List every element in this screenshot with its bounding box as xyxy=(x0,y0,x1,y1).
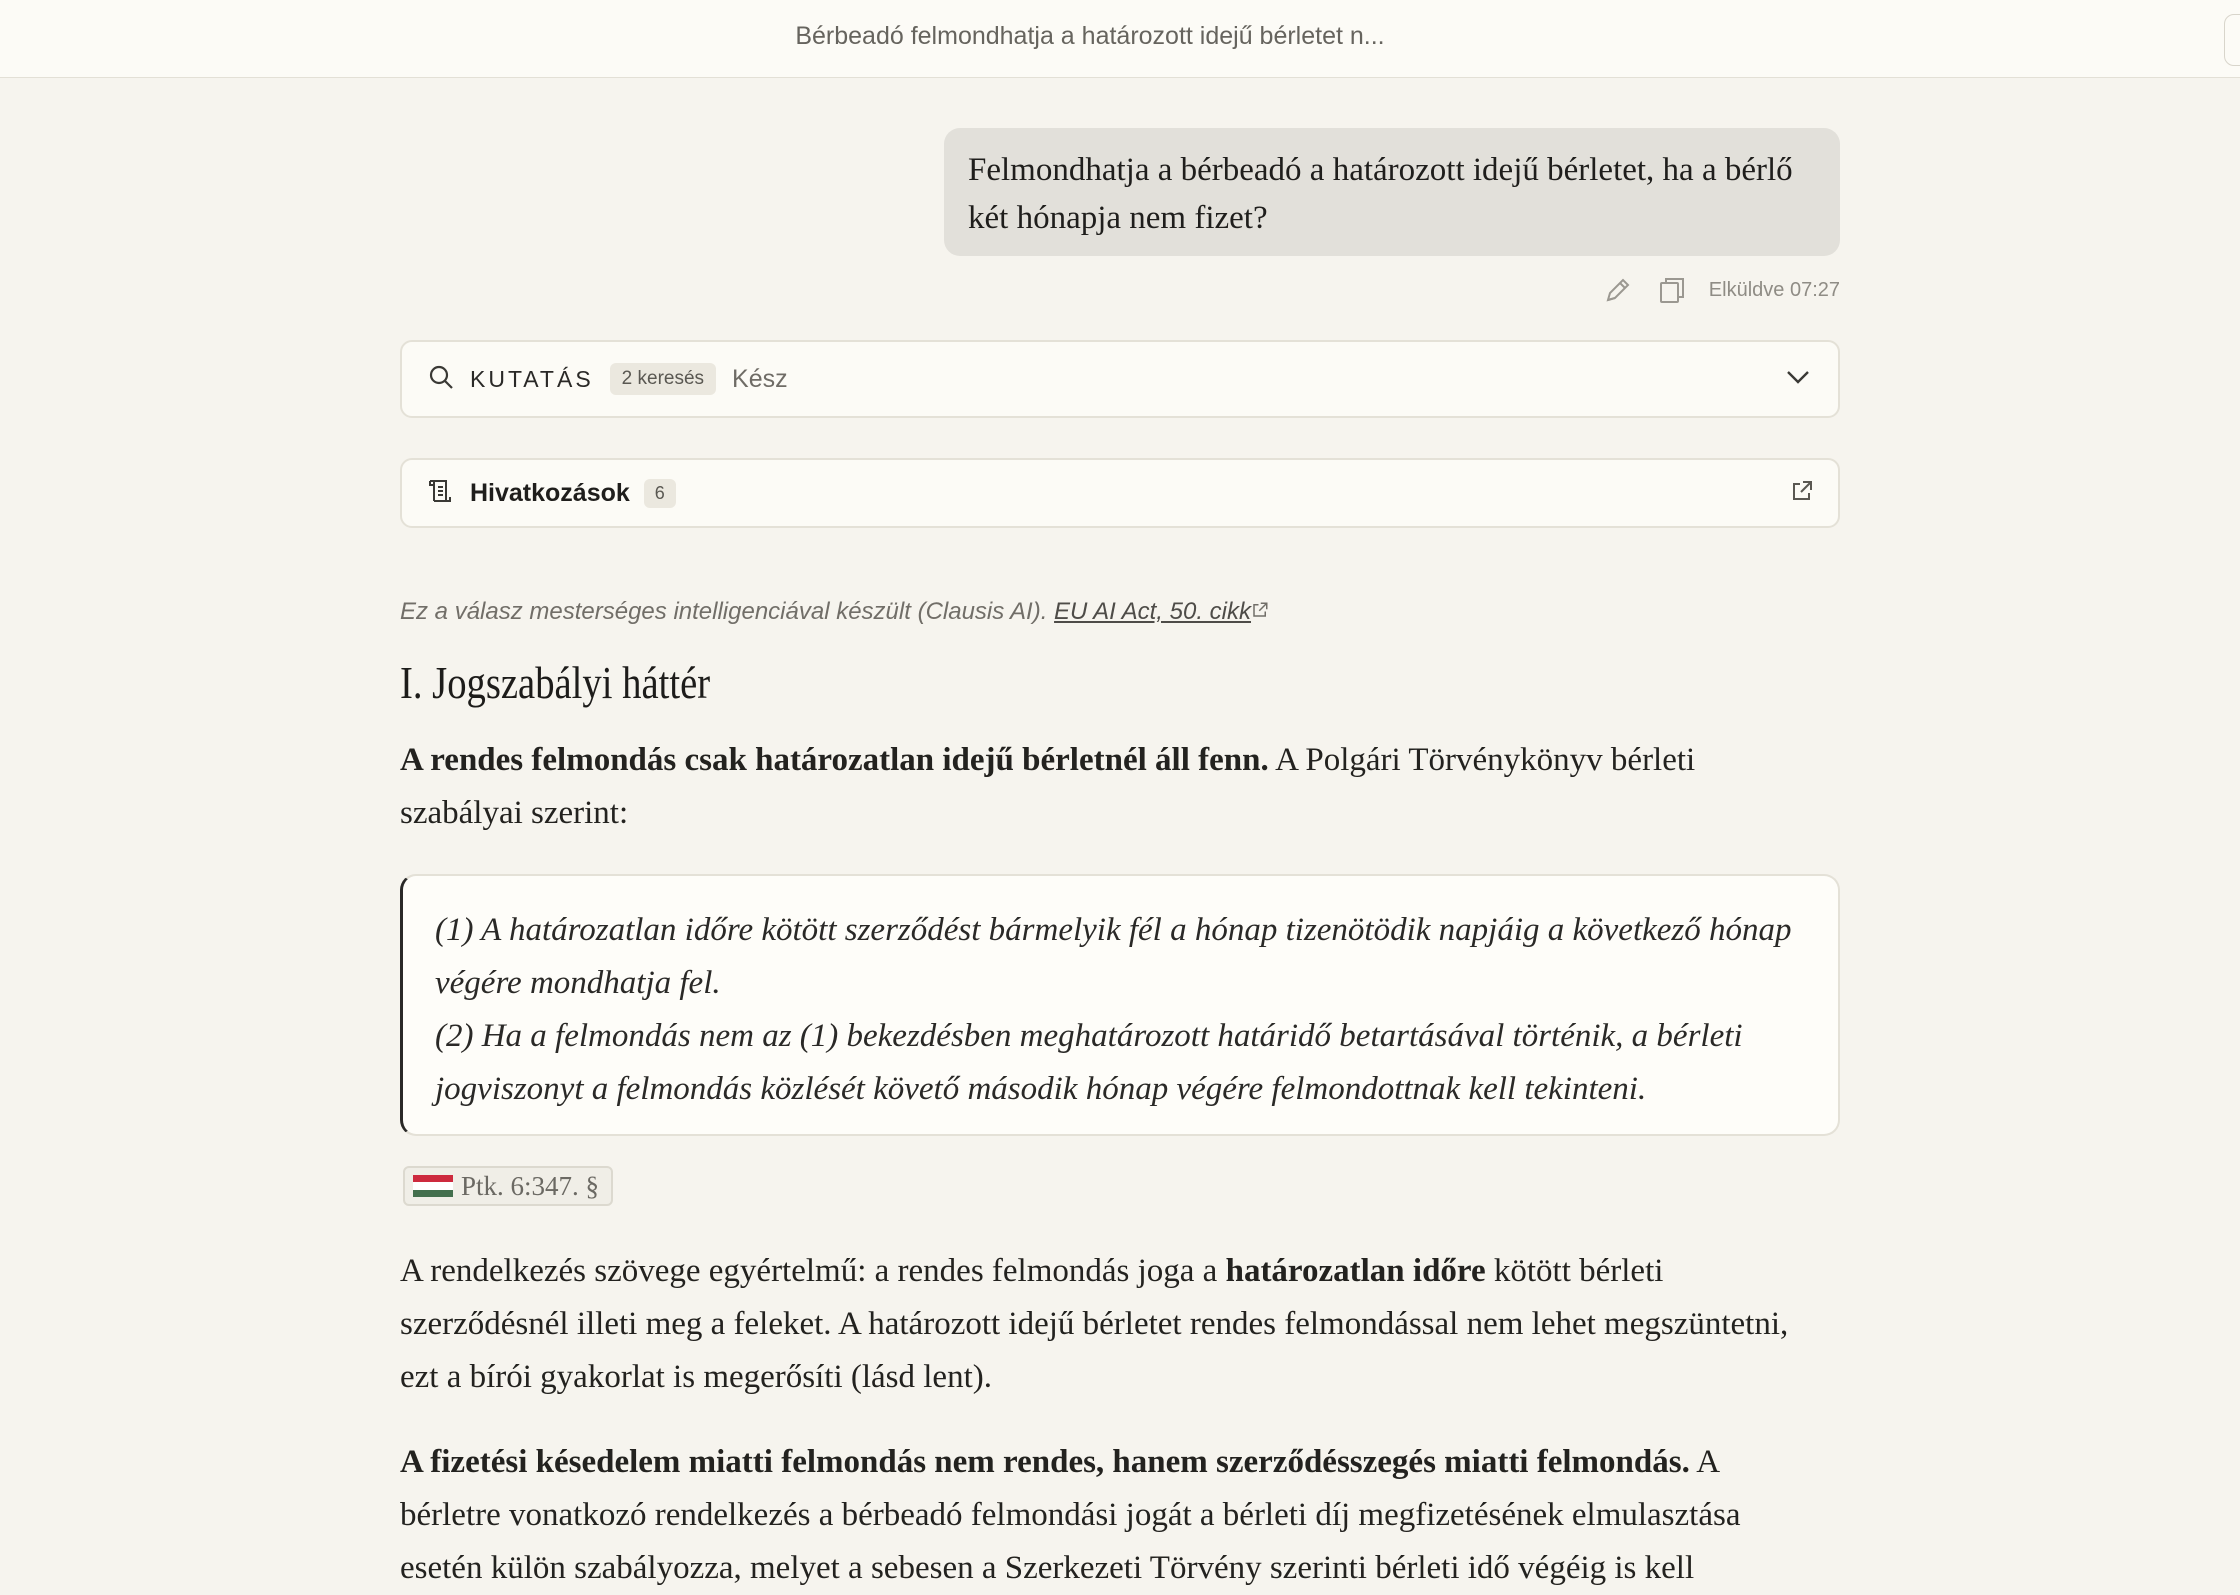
references-panel[interactable] xyxy=(400,458,1840,528)
disclaimer-text: Ez a válasz mesterséges intelligenciával készült (Clausis AI). xyxy=(400,598,1048,625)
law-quote-block xyxy=(400,874,1840,1136)
scroll-document-icon xyxy=(426,476,456,511)
user-message-bubble: Felmondhatja a bérbeadó a határozott idejű bérletet, ha a bérlő két hónapja nem fizet? xyxy=(944,128,1840,256)
paragraph-2-bold: határozatlan időre xyxy=(1225,1253,1486,1289)
top-bar xyxy=(0,0,2240,78)
edit-icon[interactable] xyxy=(1601,273,1635,307)
answer-paragraph-3 xyxy=(400,1436,1820,1595)
search-count-badge: 2 keresés xyxy=(610,363,716,395)
message-meta xyxy=(1590,270,1840,310)
citation-label: Ptk. 6:347. § xyxy=(461,1170,600,1201)
ai-disclaimer xyxy=(400,598,1840,626)
paragraph-1-text: A Polgári Törvénykönyv bérleti szabályai szerint: xyxy=(400,742,1696,831)
paragraph-3-text: A bérletre vonatkozó rendelkezés a bérbeadó felmondási jogát a bérleti díj megfizetésének elmulasztása esetén külön szabályozza, melyet a sebesen a Szerkezeti Törvény szerinti bérleti idő végéig is kell xyxy=(400,1444,1741,1586)
quote-paragraph-2: (2) Ha a felmondás nem az (1) bekezdésben meghatározott határidő betartásával történik, a bérleti jogviszonyt a felmondás közlését követő második hónap végére felmondottnak kell tekinteni. xyxy=(435,1018,1743,1107)
external-link-icon xyxy=(1251,598,1269,625)
conversation-title: Bérbeadó felmondhatja a határozott idejű bérletet n... xyxy=(795,22,1385,50)
paragraph-1-bold: A rendes felmondás csak határozatlan idejű bérletnél áll fenn. xyxy=(400,742,1269,778)
chevron-down-icon[interactable] xyxy=(1782,361,1814,398)
answer-paragraph-1 xyxy=(400,734,1820,840)
research-status: Kész xyxy=(732,364,788,393)
sent-timestamp: Elküldve 07:27 xyxy=(1708,278,1840,301)
references-label: Hivatkozások xyxy=(470,478,630,507)
eu-ai-act-link[interactable]: EU AI Act, 50. cikk xyxy=(1054,598,1251,625)
paragraph-3-bold: A fizetési késedelem miatti felmondás nem rendes, hanem szerződésszegés miatti felmondás. xyxy=(400,1444,1690,1480)
side-panel-toggle-button[interactable] xyxy=(2224,14,2240,66)
research-label: KUTATÁS xyxy=(470,365,594,392)
answer-paragraph-2 xyxy=(400,1245,1820,1404)
citation-chip[interactable] xyxy=(403,1166,613,1206)
search-icon xyxy=(426,362,456,397)
paragraph-2-text-a: A rendelkezés szövege egyértelmű: a rendes felmondás joga a xyxy=(400,1253,1226,1289)
external-link-icon[interactable] xyxy=(1790,479,1814,508)
copy-icon[interactable] xyxy=(1655,273,1689,307)
paragraph-2-text-b: kötött bérleti szerződésnél illeti meg a feleket. A határozott idejű bérletet rendes felmondással nem lehet megszüntetni, ezt a bírói gyakorlat is megerősíti (lásd lent). xyxy=(400,1253,1789,1395)
references-count-badge: 6 xyxy=(644,479,676,508)
hungarian-flag-icon xyxy=(413,1175,453,1197)
research-panel[interactable] xyxy=(400,340,1840,418)
quote-paragraph-1: (1) A határozatlan időre kötött szerződést bármelyik fél a hónap tizenötödik napjáig a következő hónap végére mondhatja fel. xyxy=(435,912,1792,1001)
section-heading: I. Jogszabályi háttér xyxy=(400,657,711,708)
